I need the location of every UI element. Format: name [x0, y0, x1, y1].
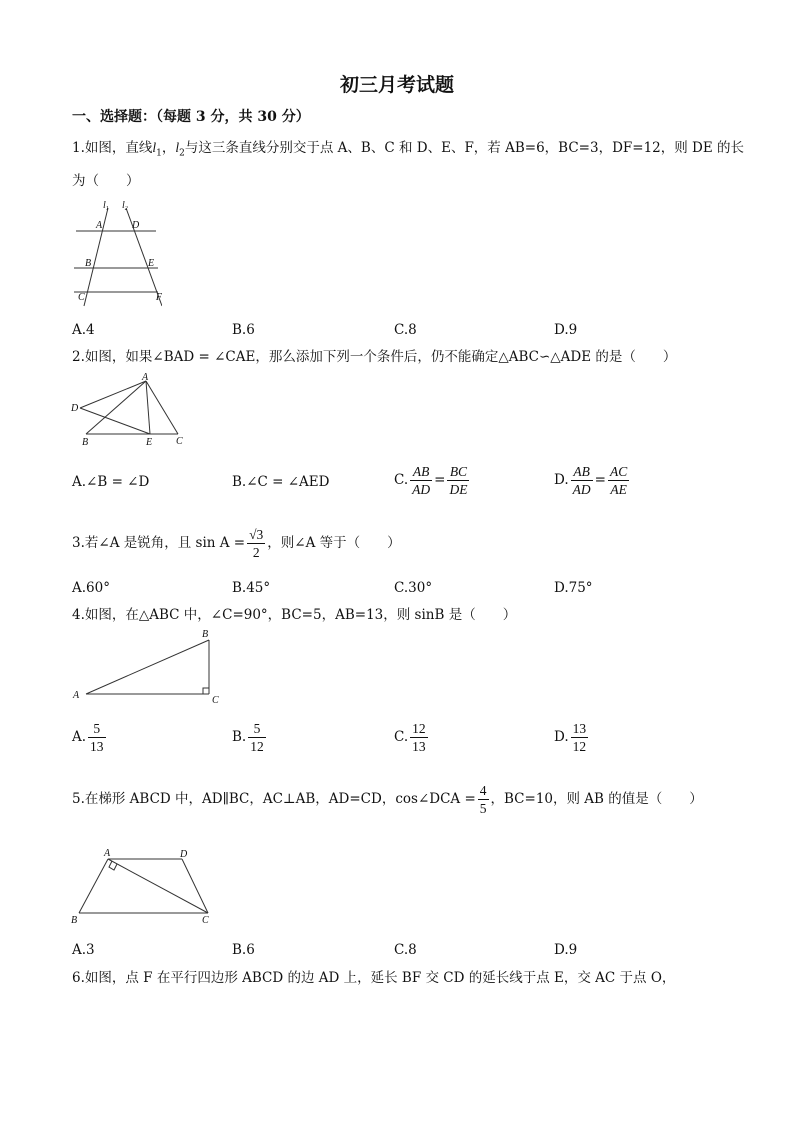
q4-option-d[interactable]: D. $\frac{13}{12}$ — [554, 721, 587, 754]
label-point-C: C — [176, 436, 183, 447]
q1-parallel-lines-figure — [72, 198, 162, 310]
segment-AC — [146, 381, 178, 434]
question-1-line-2: 为（ ） — [72, 173, 140, 189]
label-l2: $l_2$ — [122, 200, 128, 212]
question-4-text: 4.如图，在△ABC 中，∠C=90°，BC=5，AB=13，则 sinB 是（ ） — [72, 607, 517, 623]
q5-option-a[interactable]: A.3 — [72, 942, 95, 958]
diagonal-AC — [108, 859, 208, 913]
label-point-A: A — [104, 848, 111, 859]
q1-option-c[interactable]: C.8 — [394, 322, 417, 338]
q4-right-triangle-figure — [70, 625, 230, 707]
q3-option-a[interactable]: A.60° — [72, 580, 110, 596]
q3-option-b[interactable]: B.45° — [232, 580, 271, 596]
q2-option-b[interactable]: B.∠C = ∠AED — [232, 474, 330, 490]
q4-option-b[interactable]: B. $\frac{5}{12}$ — [232, 721, 264, 754]
label-point-D: D — [71, 403, 79, 414]
label-point-C: C — [212, 695, 219, 706]
label-point-F: F — [155, 292, 162, 303]
label-point-A: A — [96, 220, 103, 231]
label-point-D: D — [180, 849, 188, 860]
segment-AB — [79, 859, 108, 913]
q5-option-c[interactable]: C.8 — [394, 942, 417, 958]
label-l1: $l_1$ — [103, 200, 109, 212]
label-point-B: B — [85, 258, 92, 269]
label-point-B: B — [71, 915, 78, 926]
q4-option-a[interactable]: A. $\frac{5}{13}$ — [72, 721, 104, 754]
q3-option-c[interactable]: C.30° — [394, 580, 433, 596]
label-point-C: C — [202, 915, 209, 926]
label-point-B: B — [202, 629, 209, 640]
q2-option-d[interactable]: D. $\frac{AB}{AD}$ = $\frac{AC}{AE}$ — [554, 464, 628, 497]
question-5-text: 5.在梯形 ABCD 中，AD∥BC，AC⊥AB，AD=CD，cos∠DCA = $\frac{4}{5}$ ，BC=10，则 AB 的值是（ ） — [72, 783, 703, 816]
right-angle-mark — [203, 688, 209, 694]
question-1-line-1: 1.如图，直线$l_1$，$l_2$与这三条直线分别交于点 A、B、C 和 D、E、F，若 AB=6，BC=3，DF=12，则 DE 的长 — [72, 140, 745, 159]
q5-option-b[interactable]: B.6 — [232, 942, 255, 958]
label-point-A: A — [142, 372, 149, 383]
segment-AE — [146, 381, 150, 434]
right-angle-mark — [109, 861, 117, 870]
label-point-E: E — [146, 437, 153, 448]
segment-AD — [80, 381, 146, 408]
section-heading: 一、选择题：（每题 3 分，共 30 分） — [72, 109, 310, 125]
question-2-text: 2.如图，如果∠BAD = ∠CAE，那么添加下列一个条件后，仍不能确定△ABC∽△ADE 的是（ ） — [72, 349, 677, 365]
question-3-text: 3.若∠A 是锐角，且 sin A = $\frac{√3}{2}$ ，则∠A 等于（ ） — [72, 527, 401, 560]
q5-trapezoid-figure — [68, 843, 218, 931]
segment-AB — [86, 640, 209, 694]
q5-option-d[interactable]: D.9 — [554, 942, 578, 958]
label-point-B: B — [82, 437, 89, 448]
q4-option-c[interactable]: C. $\frac{12}{13}$ — [394, 721, 426, 754]
segment-AB — [86, 381, 146, 434]
label-point-D: D — [132, 220, 140, 231]
page-title: 初三月考试题 — [339, 74, 454, 96]
q2-option-c[interactable]: C. $\frac{AB}{AD}$ = $\frac{BC}{DE}$ — [394, 464, 468, 497]
q2-triangles-figure — [70, 372, 190, 448]
q3-option-d[interactable]: D.75° — [554, 580, 593, 596]
question-6-text: 6.如图，点 F 在平行四边形 ABCD 的边 AD 上，延长 BF 交 CD 的延长线于点 E，交 AC 于点 O， — [72, 970, 676, 986]
label-point-A: A — [73, 690, 80, 701]
q1-option-b[interactable]: B.6 — [232, 322, 255, 338]
segment-DC — [182, 859, 208, 913]
label-point-E: E — [148, 258, 155, 269]
label-point-C: C — [78, 292, 85, 303]
q1-option-a[interactable]: A.4 — [72, 322, 95, 338]
q2-option-a[interactable]: A.∠B = ∠D — [72, 474, 150, 490]
q1-option-d[interactable]: D.9 — [554, 322, 578, 338]
